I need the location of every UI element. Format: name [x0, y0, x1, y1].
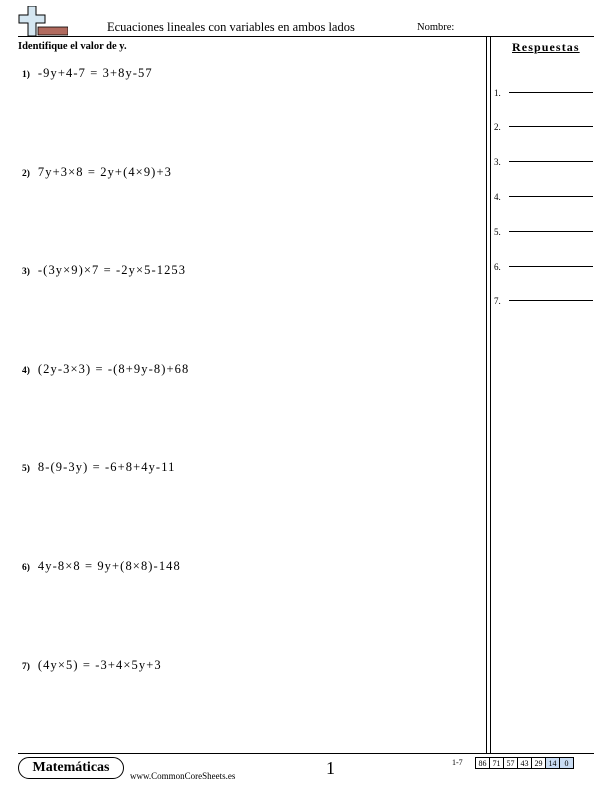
question-equation: 4y-8×8 = 9y+(8×8)-148 — [37, 559, 181, 573]
answer-row-7 — [494, 291, 593, 309]
answer-row-5 — [494, 222, 593, 240]
answer-number: 5. — [494, 227, 501, 237]
score-cell: 57 — [504, 758, 518, 769]
answer-number: 4. — [494, 192, 501, 202]
question-equation: (2y-3×3) = -(8+9y-8)+68 — [37, 362, 190, 376]
score-cell: 14 — [546, 758, 560, 769]
score-cell: 29 — [532, 758, 546, 769]
answer-number: 1. — [494, 88, 501, 98]
score-cell: 71 — [490, 758, 504, 769]
question-2 — [22, 163, 172, 181]
answer-number: 3. — [494, 157, 501, 167]
answer-row-1 — [494, 83, 593, 101]
question-number: 2) — [22, 169, 30, 179]
page-number: 1 — [326, 758, 335, 778]
question-3 — [22, 261, 186, 279]
answer-line[interactable] — [509, 125, 593, 127]
question-5 — [22, 458, 175, 476]
subject-badge: Matemáticas — [18, 757, 124, 779]
name-label: Nombre: — [417, 22, 455, 33]
answer-line[interactable] — [509, 91, 593, 93]
math-logo-icon — [18, 6, 68, 36]
question-7 — [22, 656, 162, 674]
answer-row-2 — [494, 117, 593, 135]
header-rule — [18, 36, 594, 37]
footer-rule — [18, 753, 594, 754]
question-equation: -9y+4-7 = 3+8y-57 — [37, 66, 153, 80]
question-number: 1) — [22, 70, 30, 80]
answer-line[interactable] — [509, 230, 593, 232]
question-number: 3) — [22, 267, 30, 277]
answer-row-6 — [494, 257, 593, 275]
question-equation: 8-(9-3y) = -6+8+4y-11 — [37, 460, 176, 474]
question-equation: (4y×5) = -3+4×5y+3 — [37, 658, 162, 672]
answer-number: 2. — [494, 122, 501, 132]
question-number: 5) — [22, 464, 30, 474]
score-range-label: 1-7 — [452, 758, 463, 767]
question-4 — [22, 360, 189, 378]
answer-line[interactable] — [509, 265, 593, 267]
answer-line[interactable] — [509, 160, 593, 162]
website-link[interactable]: www.CommonCoreSheets.es — [130, 771, 236, 781]
column-divider-left — [486, 37, 487, 753]
instructions: Identifique el valor de y. — [18, 41, 127, 52]
answer-row-3 — [494, 152, 593, 170]
question-equation: 7y+3×8 = 2y+(4×9)+3 — [37, 165, 172, 179]
answers-title: Respuestas — [512, 40, 580, 54]
answer-row-4 — [494, 187, 593, 205]
score-cell: 0 — [560, 758, 574, 769]
score-cell: 43 — [518, 758, 532, 769]
question-number: 6) — [22, 563, 30, 573]
answer-number: 7. — [494, 296, 501, 306]
question-number: 7) — [22, 662, 30, 672]
score-cell: 86 — [476, 758, 490, 769]
column-divider-right — [490, 37, 491, 753]
answer-number: 6. — [494, 262, 501, 272]
question-number: 4) — [22, 366, 30, 376]
score-table — [475, 757, 574, 769]
answer-line[interactable] — [509, 195, 593, 197]
worksheet-title: Ecuaciones lineales con variables en ambos lados — [107, 20, 355, 34]
question-6 — [22, 557, 181, 575]
answer-line[interactable] — [509, 299, 593, 301]
question-equation: -(3y×9)×7 = -2y×5-1253 — [37, 263, 187, 277]
question-1 — [22, 64, 153, 82]
